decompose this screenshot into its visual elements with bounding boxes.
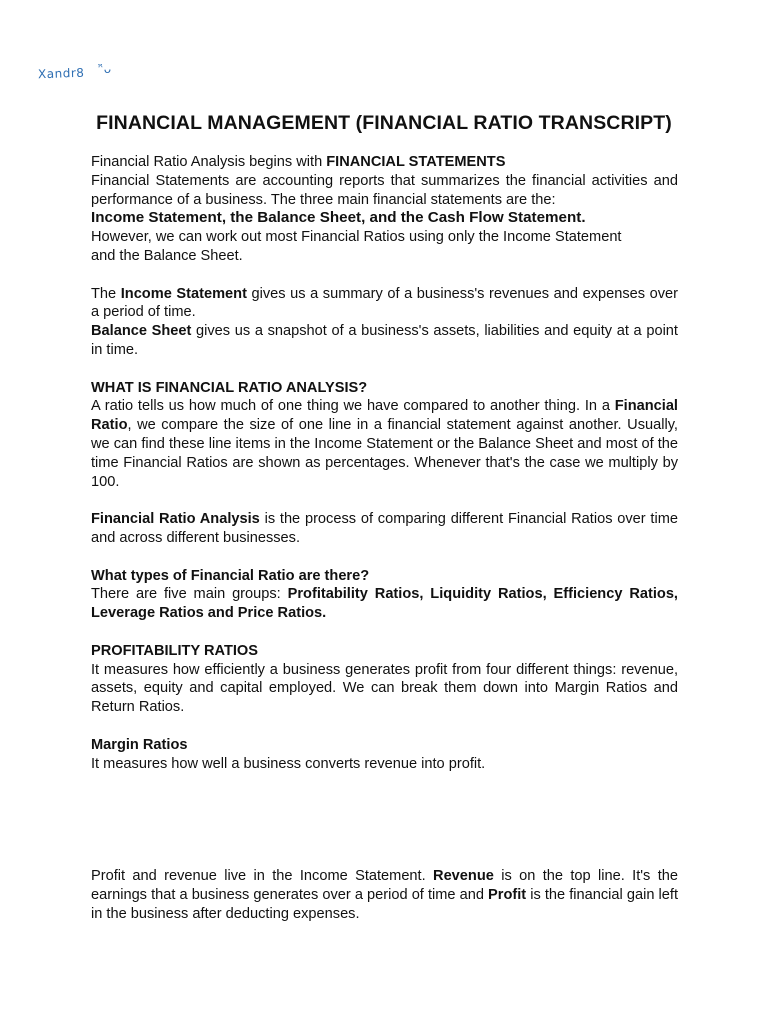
text-span: is the process of comparing different Financial Ratios over time and across different businesses. [91,511,678,546]
profitability-paragraph: It measures how efficiently a business generates profit from four different things: revenue, assets, equity and capital employed. We can break them down into Margin Ratios and Return Ratios. [91,661,678,716]
ratio-analysis-paragraph [91,510,678,548]
heading-text: What types of Financial Ratio are there? [91,567,370,584]
document-title: FINANCIAL MANAGEMENT (FINANCIAL RATIO TRANSCRIPT) [96,112,672,134]
heading-text: PROFITABILITY RATIOS [91,642,259,659]
bold-income-statement: Income Statement [120,285,247,302]
signature-name: Xandr8 [37,65,85,82]
text-span: gives us a summary of a business's revenues and expenses over a period of time. [91,285,678,321]
text-span: , we compare the size of one line in a financial statement against another. Usually, we can find these line items in the Income Statement or the Balance Sheet and most of the time Financial Ratios are shown as percentages. Whenever that's the case we multiply by 100. [91,417,678,490]
what-is-paragraph [91,397,678,491]
intro-text: Financial Ratio Analysis begins with [91,154,327,170]
bold-financial-ratio-analysis: Financial Ratio Analysis [91,511,260,528]
text-span: A ratio tells us how much of one thing we have compared to another thing. In a [91,398,615,415]
text-span: is on the top line. It's the earnings that a business generates over a period of time and [91,868,679,904]
intro-however: However, we can work out most Financial Ratios using only the Income Statement and the Balance Sheet. [91,229,622,264]
heading-margin-ratios [91,736,678,755]
smiley-doodle-icon: ᵔ̈ᴗ [98,61,112,77]
heading-profitability-ratios [91,642,678,661]
text-span: Profit and revenue live in the Income Statement. [91,868,434,885]
handwritten-signature [37,61,112,82]
text-span: is the financial gain left in the business after deducting expenses. [91,887,679,922]
intro-bold-financial-statements: FINANCIAL STATEMENTS [326,154,506,170]
bold-financial-ratio: Financial Ratio [91,398,678,434]
text-span: gives us a snapshot of a business's assets, liabilities and equity at a point in time. [91,323,678,358]
text-span: The [91,285,121,302]
profit-revenue-paragraph [91,867,678,923]
types-paragraph [91,585,678,623]
intro-paragraph: Financial Statements are accounting reports that summarizes the financial activities and performance of a business. The three main financial statements are the: [91,172,678,208]
heading-types-of-ratio [91,567,678,586]
bold-profit: Profit [488,887,527,904]
margin-paragraph: It measures how well a business converts revenue into profit. [91,755,486,772]
bold-balance-sheet: Balance Sheet [91,323,192,340]
three-statements-list: Income Statement, the Balance Sheet, and the Cash Flow Statement. [91,209,586,227]
income-statement-paragraph [91,285,678,323]
heading-text: Margin Ratios [91,736,188,753]
bold-ratio-groups: Profitability Ratios, Liquidity Ratios, Efficiency Ratios, Leverage Ratios and Price Ratios. [91,586,678,622]
heading-what-is-ratio-analysis [91,379,678,398]
heading-text: WHAT IS FINANCIAL RATIO ANALYSIS? [91,379,368,396]
text-span: There are five main groups: [91,586,288,603]
document-body [91,153,678,924]
intro-line-1 [91,153,678,172]
bold-revenue: Revenue [433,868,494,885]
balance-sheet-paragraph [91,322,678,360]
